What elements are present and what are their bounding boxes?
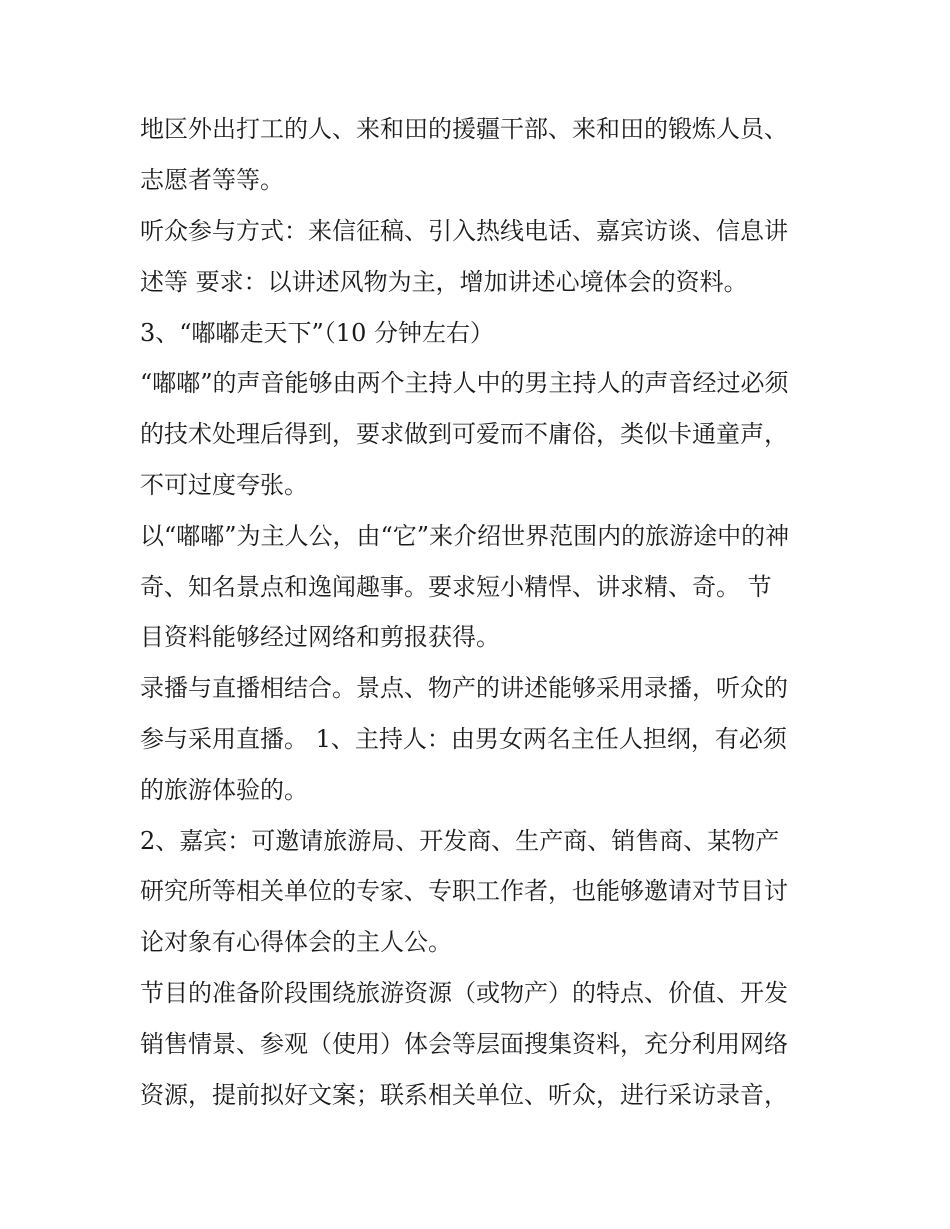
text-line: 资源，提前拟好文案；联系相关单位、听众，进行采访录音， [140, 1081, 788, 1109]
text-line: 销售情景、参观（使用）体会等层面搜集资料，充分利用网络 [140, 1030, 788, 1058]
text-line: 志愿者等等。 [140, 166, 284, 194]
text-line: 奇、知名景点和逸闻趣事。要求短小精悍、讲求精、奇。 节 [140, 573, 772, 601]
text-line: “嘟嘟”的声音能够由两个主持人中的男主持人的声音经过必须 [140, 369, 789, 397]
text-line: 地区外出打工的人、来和田的援疆干部、来和田的锻炼人员、 [140, 115, 788, 143]
text-line: 听众参与方式：来信征稿、引入热线电话、嘉宾访谈、信息讲 [140, 217, 788, 245]
text-line: 节目的准备阶段围绕旅游资源（或物产）的特点、价值、开发 [140, 979, 788, 1007]
text-line: 论对象有心得体会的主人公。 [140, 928, 452, 956]
text-line: 以“嘟嘟”为主人公，由“它”来介绍世界范围内的旅游途中的神 [140, 522, 790, 550]
text-line: 的技术处理后得到，要求做到可爱而不庸俗，类似卡通童声， [140, 420, 788, 448]
text-line: 的旅游体验的。 [140, 776, 308, 804]
text-line: 录播与直播相结合。景点、物产的讲述能够采用录播，听众的 [140, 674, 788, 702]
text-line: 3、“嘟嘟走天下”（10 分钟左右） [140, 319, 494, 347]
text-line: 目资料能够经过网络和剪报获得。 [140, 623, 500, 651]
text-line: 参与采用直播。 1、主持人：由男女两名主任人担纲，有必须 [140, 725, 787, 753]
text-line: 不可过度夸张。 [140, 471, 308, 499]
text-line: 2、嘉宾：可邀请旅游局、开发商、生产商、销售商、某物产 [140, 827, 780, 855]
text-line: 述等 要求：以讲述风物为主，增加讲述心境体会的资料。 [140, 268, 748, 296]
text-line: 研究所等相关单位的专家、专职工作者，也能够邀请对节目讨 [140, 877, 788, 905]
